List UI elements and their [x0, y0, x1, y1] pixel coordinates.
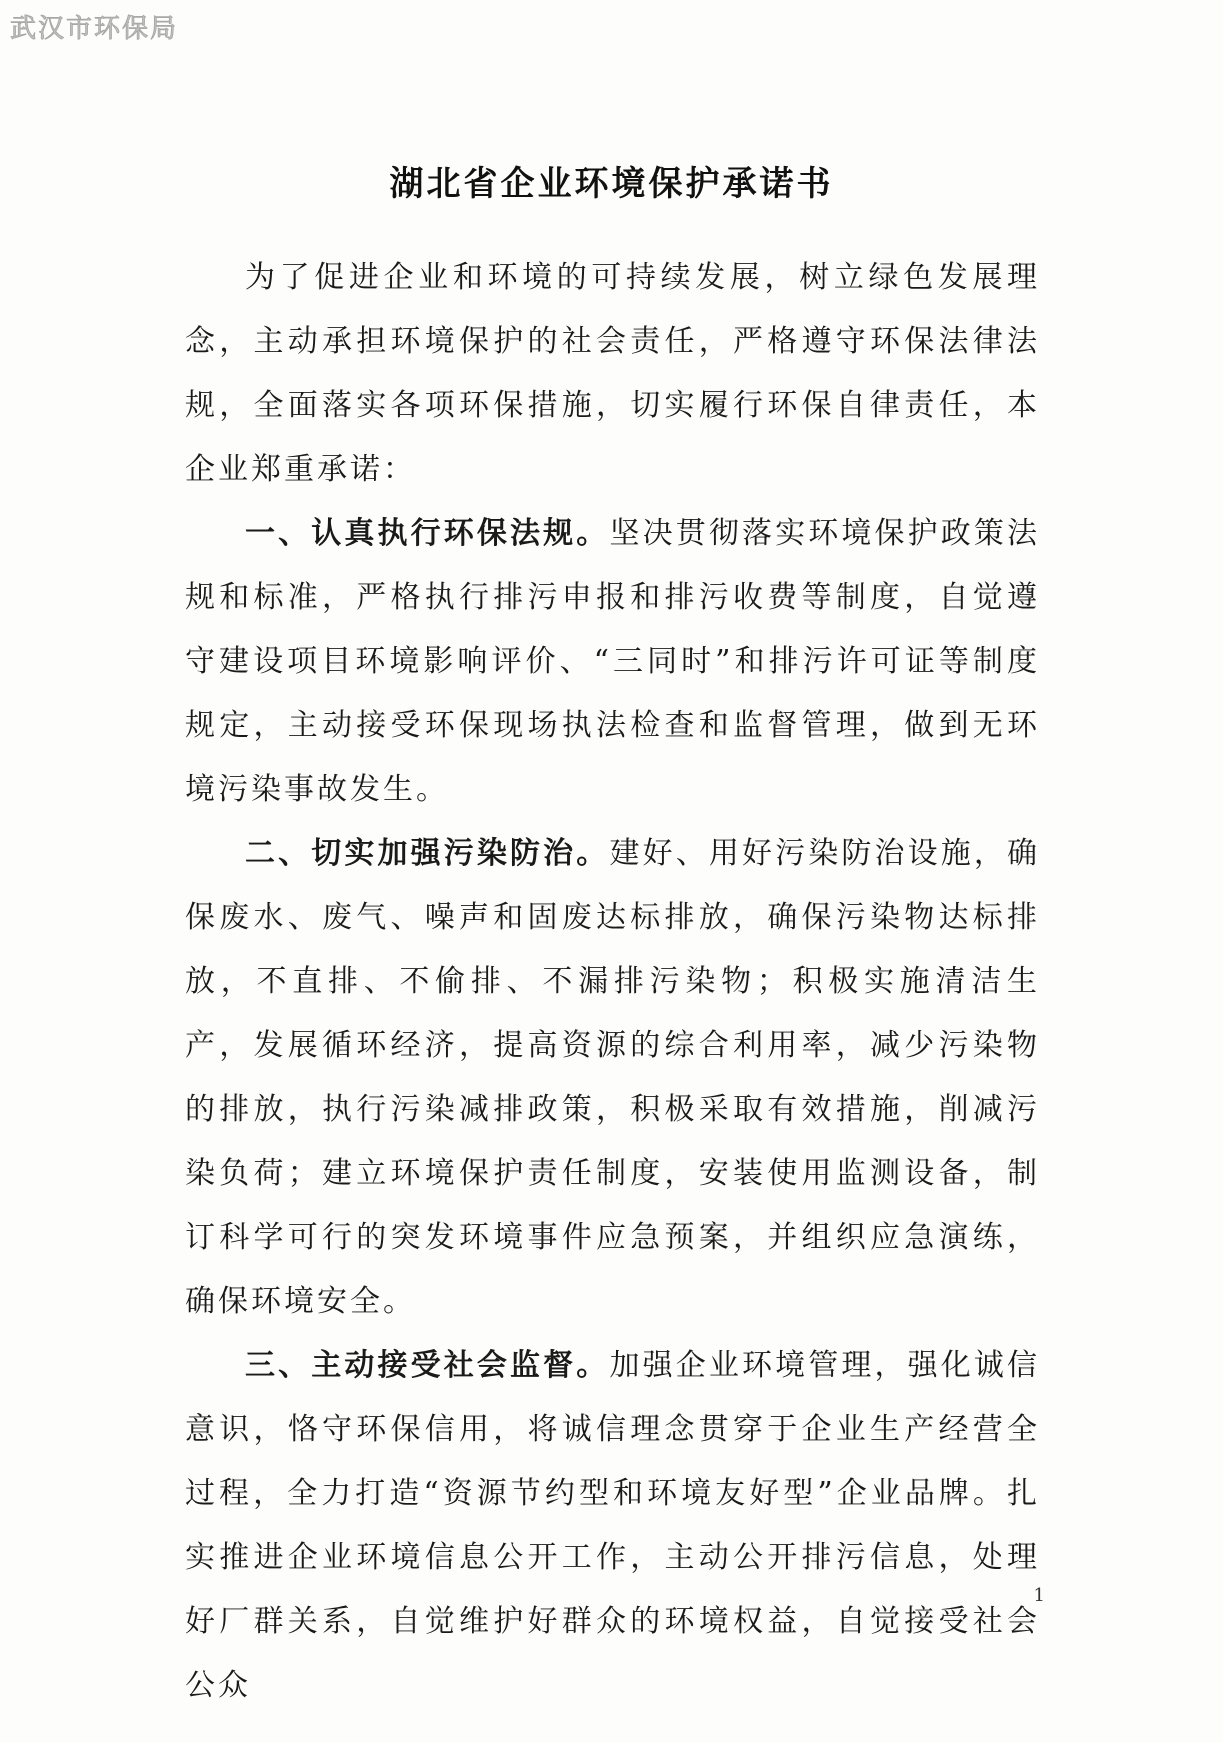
document-body	[185, 246, 1040, 1718]
document-title: 湖北省企业环境保护承诺书	[389, 164, 834, 204]
watermark: 武汉市环保局	[10, 14, 179, 44]
page-number: 1	[1033, 1585, 1045, 1606]
section-1-paragraph	[185, 502, 1040, 822]
section-2-heading: 二、切实加强污染防治。	[245, 836, 610, 871]
section-3-heading: 三、主动接受社会监督。	[245, 1348, 610, 1383]
section-1-heading: 一、认真执行环保法规。	[245, 516, 610, 551]
intro-paragraph	[185, 246, 1040, 502]
section-1-text: 坚决贯彻落实环境保护政策法规和标准，严格执行排污申报和排污收费等制度，自觉遵守建设项目环境影响评价、“三同时”和排污许可证等制度规定，主动接受环保现场执法检查和监督管理，做到无环境污染事故发生。	[185, 516, 1041, 807]
section-3-text: 加强企业环境管理，强化诚信意识，恪守环保信用，将诚信理念贯穿于企业生产经营全过程，全力打造“资源节约型和环境友好型”企业品牌。扎实推进企业环境信息公开工作，主动公开排污信息，处理好厂群关系，自觉维护好群众的环境权益，自觉接受社会公众	[185, 1348, 1041, 1703]
section-2-text: 建好、用好污染防治设施，确保废水、废气、噪声和固废达标排放，确保污染物达标排放，不直排、不偷排、不漏排污染物；积极实施清洁生产，发展循环经济，提高资源的综合利用率，减少污染物的排放，执行污染减排政策，积极采取有效措施，削减污染负荷；建立环境保护责任制度，安装使用监测设备，制订科学可行的突发环境事件应急预案，并组织应急演练，确保环境安全。	[185, 836, 1041, 1319]
section-2-paragraph	[185, 822, 1040, 1334]
intro-text: 为了促进企业和环境的可持续发展，树立绿色发展理念，主动承担环境保护的社会责任，严格遵守环保法律法规，全面落实各项环保措施，切实履行环保自律责任，本企业郑重承诺：	[185, 260, 1040, 487]
section-3-paragraph	[185, 1334, 1040, 1718]
